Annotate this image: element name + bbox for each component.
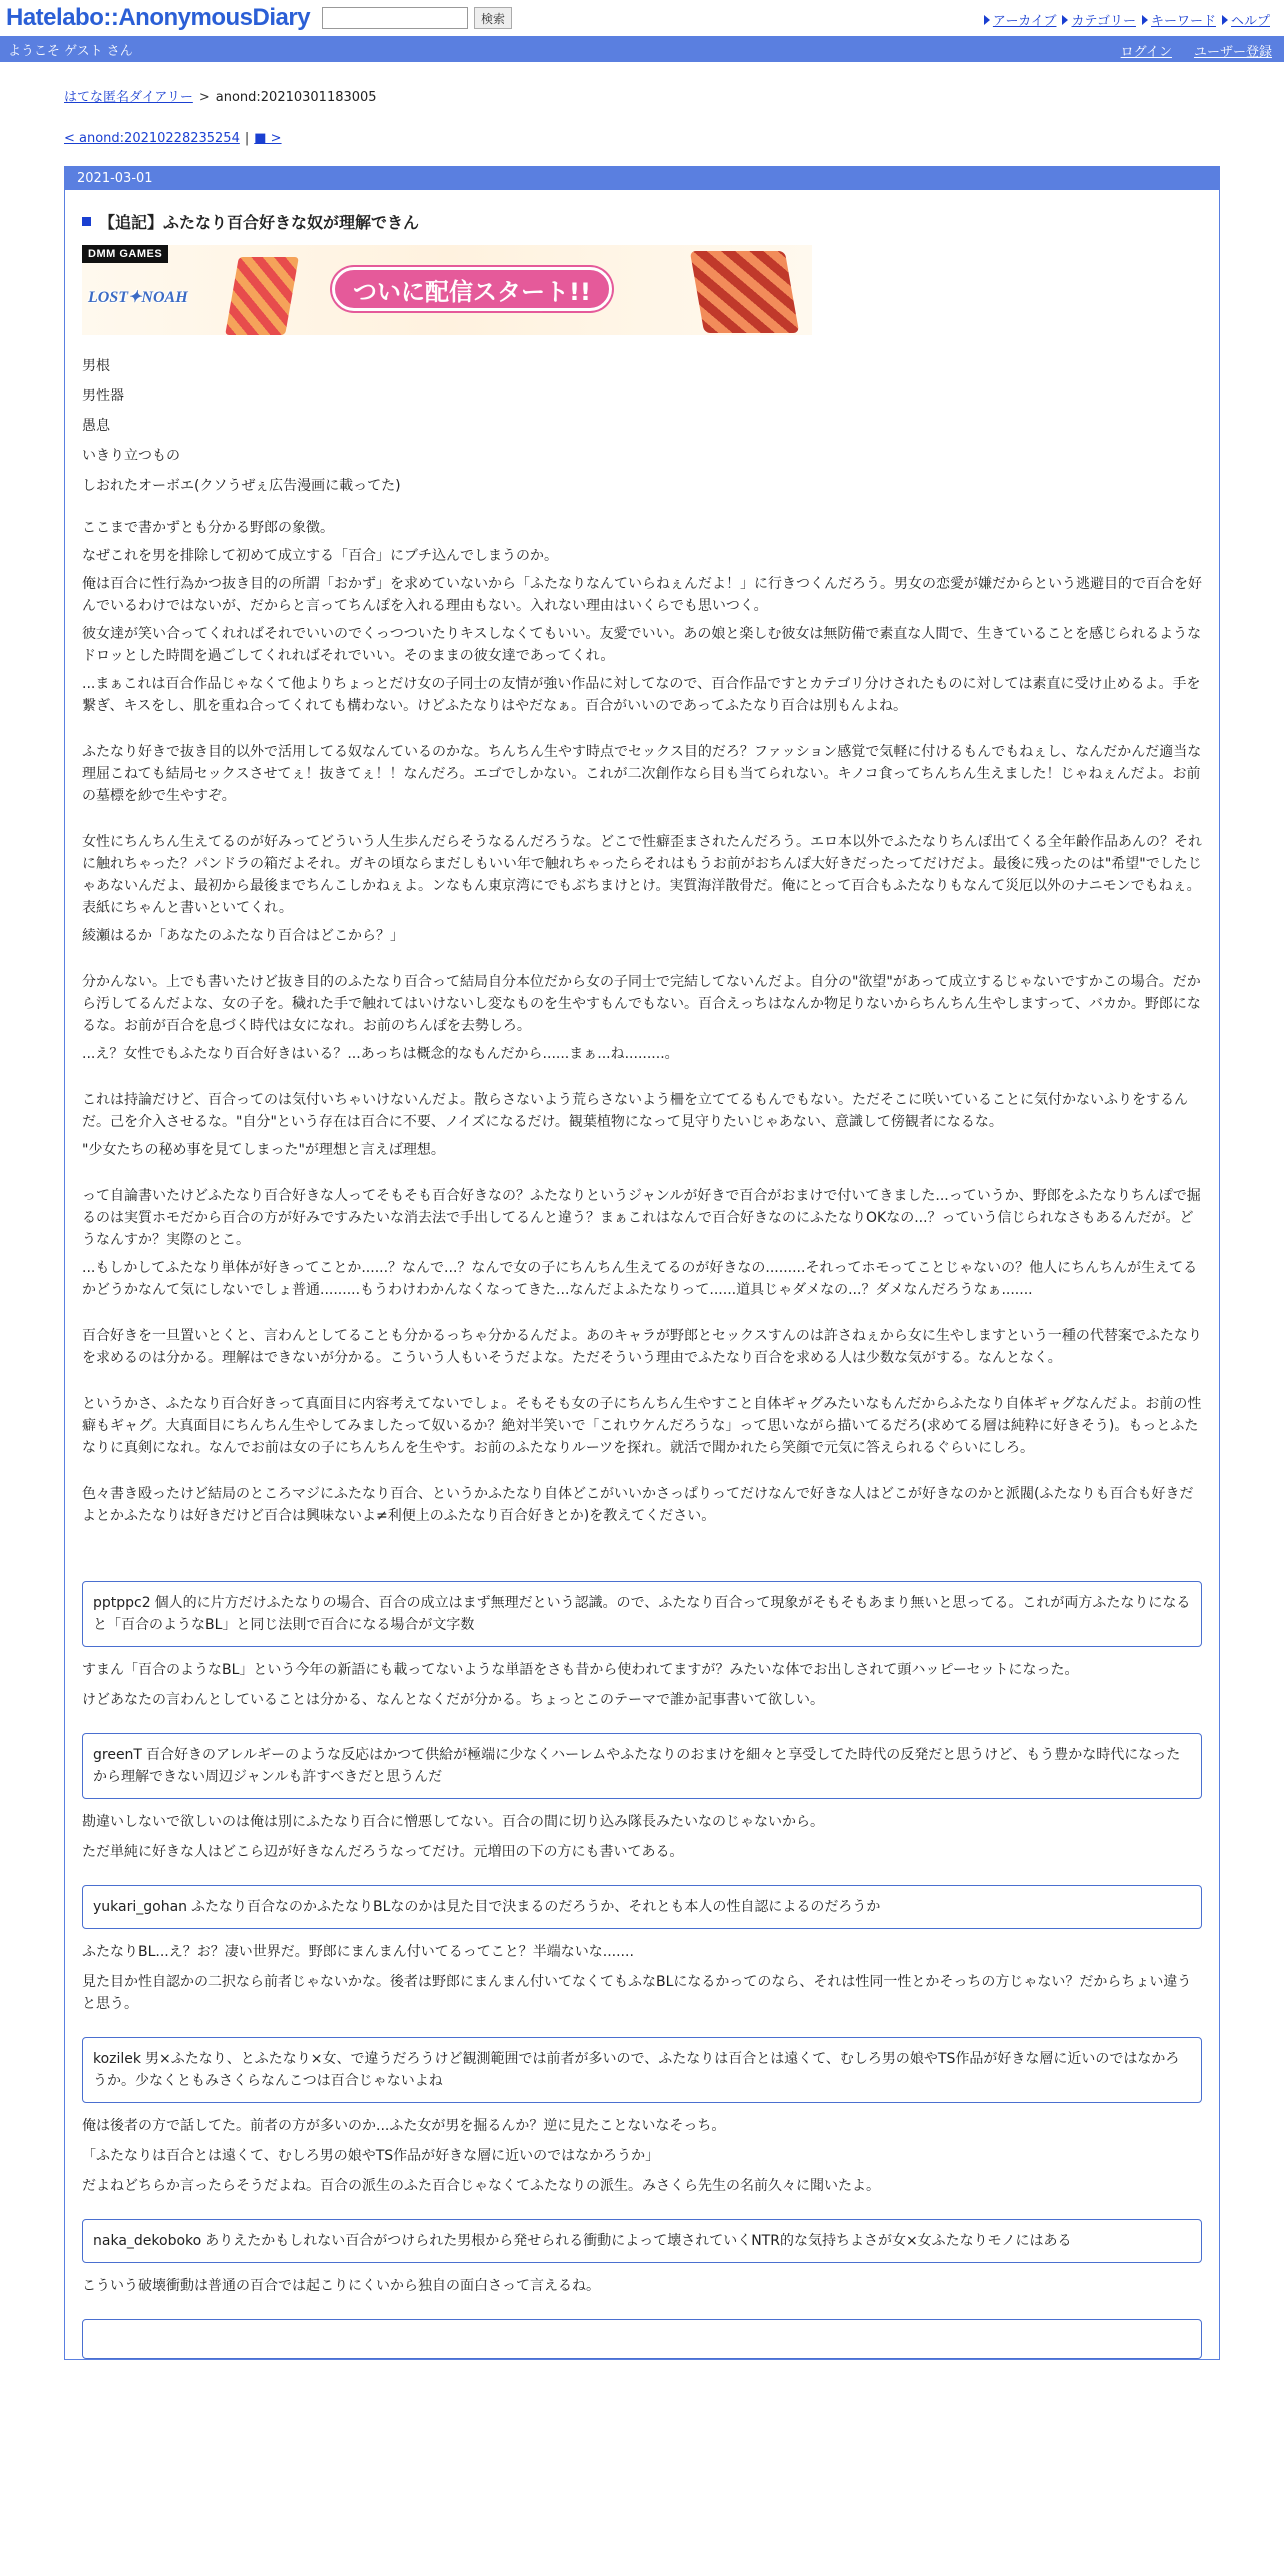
comment-text: 男×ふたなり、とふたなり×女、で違うだろうけど観測範囲では前者が多いので、ふたなりは百合とは遠くて、むしろ男の娘やTS作品が好きな層に近いのではなかろうか。少なくともみさくらなんこつは百合じゃないよね — [93, 2051, 1180, 2089]
day-section — [64, 166, 1220, 2360]
reply-line: だよねどちらか言ったらそうだよね。百合の派生のふた百合じゃなくてふたなりの派生。みさくら先生の名前久々に聞いたよ。 — [82, 2178, 880, 2194]
nav-archive[interactable]: アーカイブ — [984, 10, 1057, 29]
reply-line: すまん「百合のようなBL」という今年の新語にも載ってないような単語をさも昔から使われてますが？みたいな体でお出しされて頭ハッピーセットになった。 — [82, 1662, 1079, 1678]
triangle-right-icon — [1222, 15, 1228, 25]
paragraph: 女性にちんちん生えてるのが好みってどういう人生歩んだらそうなるんだろうな。どこで性癖歪まされたんだろう。エロ本以外でふたなりちんぽ出てくる全年齢作品あんの？それに触れちゃった？パンドラの箱だよそれ。ガキの頃ならまだしもいい年で触れちゃったらそれはもうお前がおちんぽ大好きだったってだけだよ。最後に残ったのは"希望"でしたじゃあないんだよ、最初から最後までちんこしかねぇよ。ンなもん東京湾にでもぶちまけとけ。実質海洋散骨だ。俺にとって百合もふたなりもなんて災厄以外のナニモンでもねぇ。表紙にちゃんと書いといてくれ。 — [82, 834, 1202, 916]
comment-text: ありえたかもしれない百合がつけられた男根から発せられる衝動によって壊されていくNTR的な気持ちよさが女×女ふたなりモノにはある — [205, 2233, 1072, 2249]
paragraph: 百合好きを一旦置いとくと、言わんとしてることも分かるっちゃ分かるんだよ。あのキャラが野郎とセックスすんのは許さねぇから女に生やしますという一種の代替案でふたなりを求めるのは分かる。理解はできないが分かる。こういう人もいそうだよな。ただそういう理由でふたなり百合を求める人は少数な気がする。なんとなく。 — [82, 1328, 1202, 1366]
reply-line: こういう破壊衝動は普通の百合では起こりにくいから独自の面白さって言えるね。 — [82, 2278, 600, 2294]
day-body — [65, 190, 1219, 2359]
paragraph: ...まぁこれは百合作品じゃなくて他よりちょっとだけ女の子同士の友情が強い作品に対してなので、百合作品ですとカテゴリ分けされたものに対しては素直に受け止めるよ。手を繋ぎ、キスをし、肌を重ね合ってくれても構わない。けどふたなりはやだなぁ。百合がいいのであってふたなり百合は別もんよね。 — [82, 676, 1201, 714]
banner-decoration-right — [690, 251, 799, 333]
nav-keyword[interactable]: キーワード — [1142, 10, 1216, 29]
list-item: しおれたオーボエ(クソうぜぇ広告漫画に載ってた) — [82, 478, 401, 494]
entry-permalink-icon[interactable] — [82, 217, 91, 226]
reply — [82, 2115, 1202, 2197]
entry-title — [82, 210, 1202, 233]
reply-line: ふたなりBL...え？お？凄い世界だ。野郎にまんまん付いてるってこと？半端ないな....... — [82, 1944, 634, 1960]
banner-text: ついに配信スタート!! — [332, 267, 612, 311]
quoted-comment — [82, 1885, 1202, 1929]
register-link[interactable]: ユーザー登録 — [1193, 45, 1272, 60]
list-item: 愚息 — [82, 418, 110, 434]
paragraph: ...え？女性でもふたなり百合好きはいる？...あっちは概念的なもんだから......まぁ...ね.........。 — [82, 1046, 679, 1062]
entry-title-text: 【追記】ふたなり百合好きな奴が理解できん — [99, 213, 420, 232]
top-bar — [0, 0, 1284, 36]
comment-text: 百合好きのアレルギーのような反応はかつて供給が極端に少なくハーレムやふたなりのおまけを細々と享受してた時代の反発だと思うけど、もう豊かな時代になったから理解できない周辺ジャンルも許すべきだと思うんだ — [93, 1747, 1181, 1785]
paragraph: ...もしかしてふたなり単体が好きってことか......？なんで...？なんで女の子にちんちん生えてるのが好きなの.........それってホモってことじゃないの？他人にちんちんが生えてるかどうかなんて気にしないでしょ普通.........もうわけわかんなくなってきた...なんだよふたなりって......道具じゃダメなの...？ダメなんだろうなぁ....... — [82, 1260, 1198, 1298]
paragraph: 彼女達が笑い合ってくれればそれでいいのでくっつついたりキスしなくてもいい。友愛でいい。あの娘と楽しむ彼女は無防備で素直な人間で、生きていることを感じられるようなドロッとした時間を過ごしてくれればそれでいい。そのままの彼女達であってくれ。 — [82, 626, 1202, 664]
reply — [82, 1659, 1202, 1711]
nav-help[interactable]: ヘルプ — [1222, 10, 1270, 29]
quoted-comment-partial — [82, 2319, 1202, 2359]
paragraph: 綾瀬はるか「あなたのふたなり百合はどこから？」 — [82, 928, 404, 944]
triangle-right-icon — [1142, 15, 1148, 25]
paragraph: 色々書き殴ったけど結局のところマジにふたなり百合、というかふたなり自体どこがいいかさっぱりってだけなんで好きな人はどこが好きなのかと派閥(ふたなりも百合も好きだよとかふたなりは好きだけど百合は興味ないよ≠利便上のふたなり百合好きとか)を教えてください。 — [82, 1486, 1194, 1524]
reply-line: 「ふたなりは百合とは遠くて、むしろ男の娘やTS作品が好きな層に近いのではなかろうか」 — [82, 2148, 660, 2164]
breadcrumb-home[interactable]: はてな匿名ダイアリー — [64, 90, 193, 105]
day-date: 2021-03-01 — [65, 167, 1219, 190]
comment-user[interactable]: yukari_gohan — [93, 1899, 188, 1915]
reply-line: けどあなたの言わんとしていることは分かる、なんとなくだが分かる。ちょっとこのテーマで誰か記事書いて欲しい。 — [82, 1692, 824, 1708]
search-button[interactable]: 検索 — [474, 7, 512, 29]
list-item: 男根 — [82, 358, 110, 374]
prev-entry-link[interactable]: < anond:20210228235254 — [64, 131, 240, 146]
search-input[interactable] — [322, 7, 468, 29]
paragraph: ここまで書かずとも分かる野郎の象徴。 — [82, 520, 334, 536]
paragraph: 分かんない。上でも書いたけど抜き目的のふたなり百合って結局自分本位だから女の子同士で完結してないんだよ。自分の"欲望"があって成立するじゃないですかこの場合。だから汚してるんだよな、女の子を。穢れた手で触れてはいけないし変なものを生やすもんでもない。百合えっちはなんか物足りないからちんちん生やしますって、バカか。野郎になるな。お前が百合を息づく時代は女になれ。お前のちんぽを去勢しろ。 — [82, 974, 1201, 1034]
comment-user[interactable]: pptppc2 — [93, 1595, 151, 1611]
breadcrumb-separator: > — [198, 90, 210, 105]
search-form — [322, 7, 512, 29]
main-content — [0, 86, 1284, 2360]
triangle-right-icon — [1062, 15, 1068, 25]
comment-user[interactable]: greenT — [93, 1747, 142, 1763]
entry-list — [82, 355, 1202, 497]
paragraph: ふたなり好きで抜き目的以外で活用してる奴なんているのかな。ちんちん生やす時点でセックス目的だろ？ファッション感覚で気軽に付けるもんでもねぇし、なんだかんだ適当な理屈こねても結局セックスさせてぇ！抜きてぇ！！なんだろ。エゴでしかない。これが二次創作なら目も当てられない。キノコ食ってちんちん生えました！じゃねぇんだよ。お前の墓標を紗で生やすぞ。 — [82, 744, 1202, 804]
dmm-games-logo: DMM GAMES — [82, 245, 168, 263]
paragraph: これは持論だけど、百合ってのは気付いちゃいけないんだよ。散らさないよう荒らさないよう柵を立ててるもんでもない。ただそこに咲いていることに気付かないふりをするんだ。己を介入させるな。"自分"という存在は百合に不要、ノイズになるだけ。観葉植物になって見守りたいじゃあない、意識して傍観者になるな。 — [82, 1092, 1188, 1130]
site-logo[interactable]: Hatelabo::AnonymousDiary — [6, 4, 311, 31]
quoted-comment — [82, 2037, 1202, 2103]
reply — [82, 2275, 1202, 2297]
top-nav — [984, 10, 1270, 29]
nav-category[interactable]: カテゴリー — [1062, 10, 1135, 29]
reply-line: 勘違いしないで欲しいのは俺は別にふたなり百合に憎悪してない。百合の間に切り込み隊長みたいなのじゃないから。 — [82, 1814, 824, 1830]
paragraph: "少女たちの秘め事を見てしまった"が理想と言えば理想。 — [82, 1142, 445, 1158]
reply-line: 俺は後者の方で話してた。前者の方が多いのか...ふた女が男を掘るんか？逆に見たことないなそっち。 — [82, 2118, 726, 2134]
paragraph: って自論書いたけどふたなり百合好きな人ってそもそも百合好きなの？ふたなりというジャンルが好きで百合がおまけで付いてきました...っていうか、野郎をふたなりちんぽで掘るのは実質ホモだから百合の方が好みですみたいな消去法で手出してるんと違う？まぁこれはなんで百合好きなのにふたなりOKなの...？っていう信じられなさもあるんだが。どうなんすか？実際のとこ。 — [82, 1188, 1201, 1248]
breadcrumb-current: anond:20210301183005 — [215, 90, 377, 105]
pager — [64, 131, 1220, 146]
triangle-right-icon — [984, 15, 990, 25]
comment-text: ふたなり百合なのかふたなりBLなのかは見た目で決まるのだろうか、それとも本人の性自認によるのだろうか — [191, 1899, 881, 1915]
list-item: 男性器 — [82, 388, 124, 404]
reply-line: ただ単純に好きな人はどこら辺が好きなんだろうなってだけ。元増田の下の方にも書いてある。 — [82, 1844, 684, 1860]
reply — [82, 1941, 1202, 2015]
comment-user[interactable]: kozilek — [93, 2051, 142, 2067]
quoted-comment — [82, 2219, 1202, 2263]
game-logo: LOST✦NOAH — [88, 289, 188, 306]
banner-decoration-left — [225, 257, 299, 335]
reply — [82, 1811, 1202, 1863]
quoted-comment — [82, 1581, 1202, 1647]
paragraph: なぜこれを男を排除して初めて成立する「百合」にブチ込んでしまうのか。 — [82, 548, 558, 564]
paragraph: というかさ、ふたなり百合好きって真面目に内容考えてないでしょ。そもそも女の子にちんちん生やすこと自体ギャグみたいなもんだからふたなり自体ギャグなんだよ。お前の性癖もギャグ。大真面目にちんちん生やしてみましたって奴いるか？絶対半笑いで「これウケんだろうな」って思いながら描いてるだろ(求めてる層は純粋に好きそう)。もっとふたなりに真剣になれ。なんでお前は女の子にちんちんを生やす。お前のふたなりルーツを探れ。就活で聞かれたら笑顔で元気に答えられるぐらいにしろ。 — [82, 1396, 1202, 1456]
breadcrumb — [64, 86, 1220, 105]
comment-user[interactable]: naka_dekoboko — [93, 2233, 202, 2249]
entry-body — [82, 517, 1202, 1527]
list-item: いきり立つもの — [82, 448, 180, 464]
welcome-text: ようこそ ゲスト さん — [8, 43, 133, 59]
ad-banner[interactable] — [82, 245, 812, 335]
pager-divider: | — [244, 131, 250, 146]
account-links — [1121, 41, 1272, 60]
quoted-comment — [82, 1733, 1202, 1799]
welcome-bar — [0, 36, 1284, 62]
comment-text: 個人的に片方だけふたなりの場合、百合の成立はまず無理だという認識。ので、ふたなり百合って現象がそもそもあまり無いと思ってる。これが両方ふたなりになると「百合のようなBL」と同じ法則で百合になる場合が文字数 — [93, 1595, 1191, 1633]
reply-line: 見た目か性自認かの二択なら前者じゃないかな。後者は野郎にまんまん付いてなくてもふなBLになるかってのなら、それは性同一性とかそっちの方じゃない？だからちょい違うと思う。 — [82, 1974, 1192, 2012]
login-link[interactable]: ログイン — [1120, 45, 1172, 60]
next-entry-link[interactable]: ■ > — [254, 131, 282, 146]
paragraph: 俺は百合に性行為かつ抜き目的の所謂「おかず」を求めていないから「ふたなりなんていらねぇんだよ！」に行きつくんだろう。男女の恋愛が嫌だからという逃避目的で百合を好んでいるわけではないが、だからと言ってちんぽを入れる理由もない。入れない理由はいくらでも思いつく。 — [82, 576, 1202, 614]
